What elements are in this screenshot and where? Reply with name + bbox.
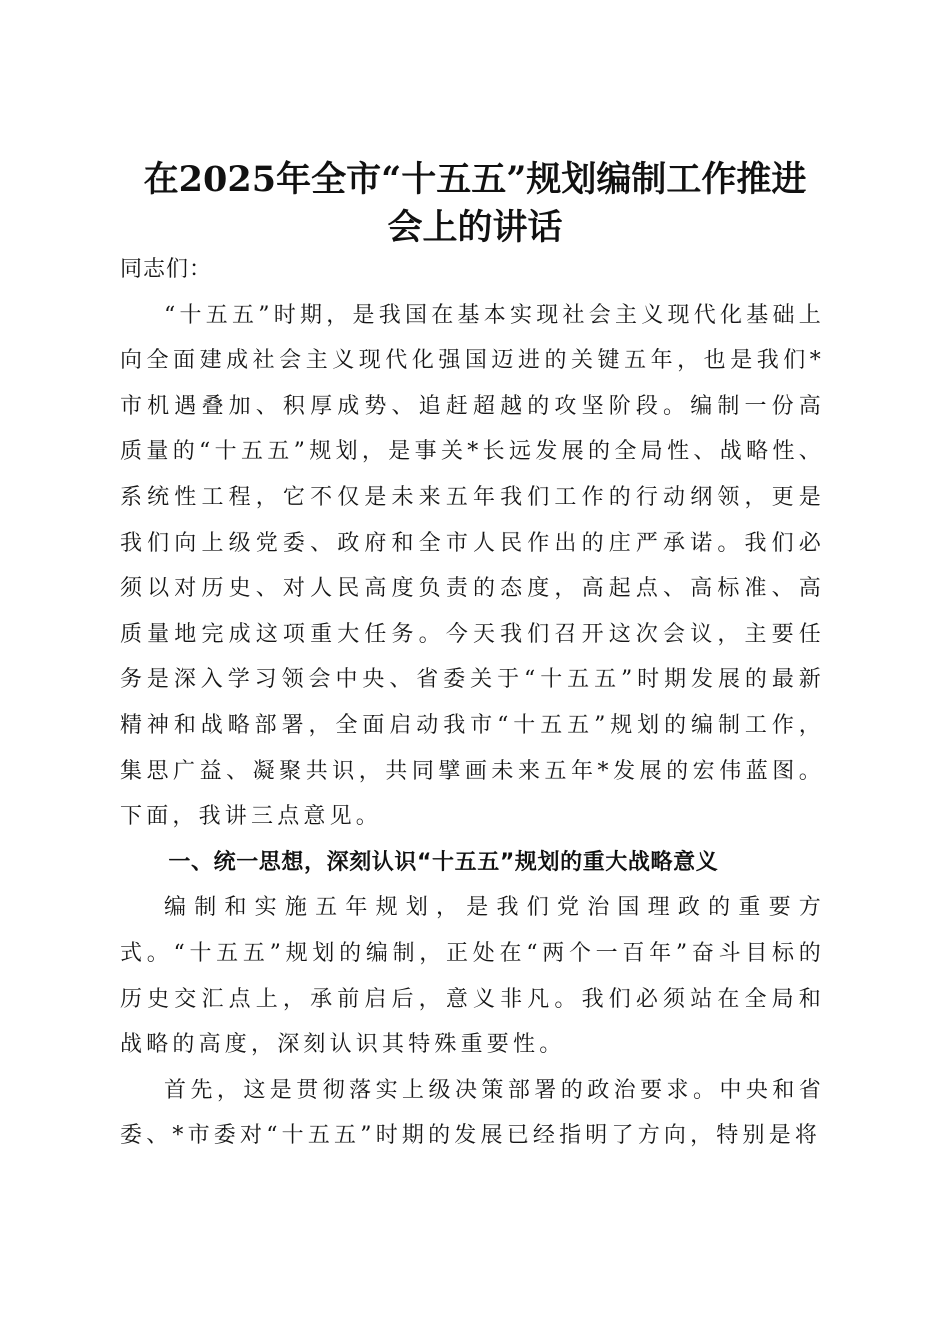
salutation: 同志们： [120,257,213,282]
document-body [120,247,825,1159]
paragraph-intro: “十五五”时期，是我国在基本实现社会主义现代化基础上向全面建成社会主义现代化强国迈进的关键五年，也是我们*市机遇叠加、积厚成势、追赶超越的攻坚阶段。编制一份高质量的“十五五”规划，是事关*长远发展的全局性、战略性、系统性工程，它不仅是未来五年我们工作的行动纲领，更是我们向上级党委、政府和全市人民作出的庄严承诺。我们必须以对历史、对人民高度负责的态度，高起点、高标准、高质量地完成这项重大任务。今天我们召开这次会议，主要任务是深入学习领会中央、省委关于“十五五”时期发展的最新精神和战略部署，全面启动我市“十五五”规划的编制工作，集思广益、凝聚共识，共同擘画未来五年*发展的宏伟蓝图。下面，我讲三点意见。 [120,302,825,830]
title-line-2: 会上的讲话 [387,207,563,249]
paragraph-first-point: 首先，这是贯彻落实上级决策部署的政治要求。中央和省委、*市委对“十五五”时期的发展已经指明了方向，特别是将 [120,1077,825,1149]
section-heading-1: 一、统一思想，深刻认识“十五五”规划的重大战略意义 [168,849,719,875]
document-title [115,156,835,252]
paragraph-significance: 编制和实施五年规划，是我们党治国理政的重要方式。“十五五”规划的编制，正处在“两个一百年”奋斗目标的历史交汇点上，承前启后，意义非凡。我们必须站在全局和战略的高度，深刻认识其特殊重要性。 [120,895,825,1058]
title-line-1: 在2025年全市“十五五”规划编制工作推进 [143,159,807,201]
